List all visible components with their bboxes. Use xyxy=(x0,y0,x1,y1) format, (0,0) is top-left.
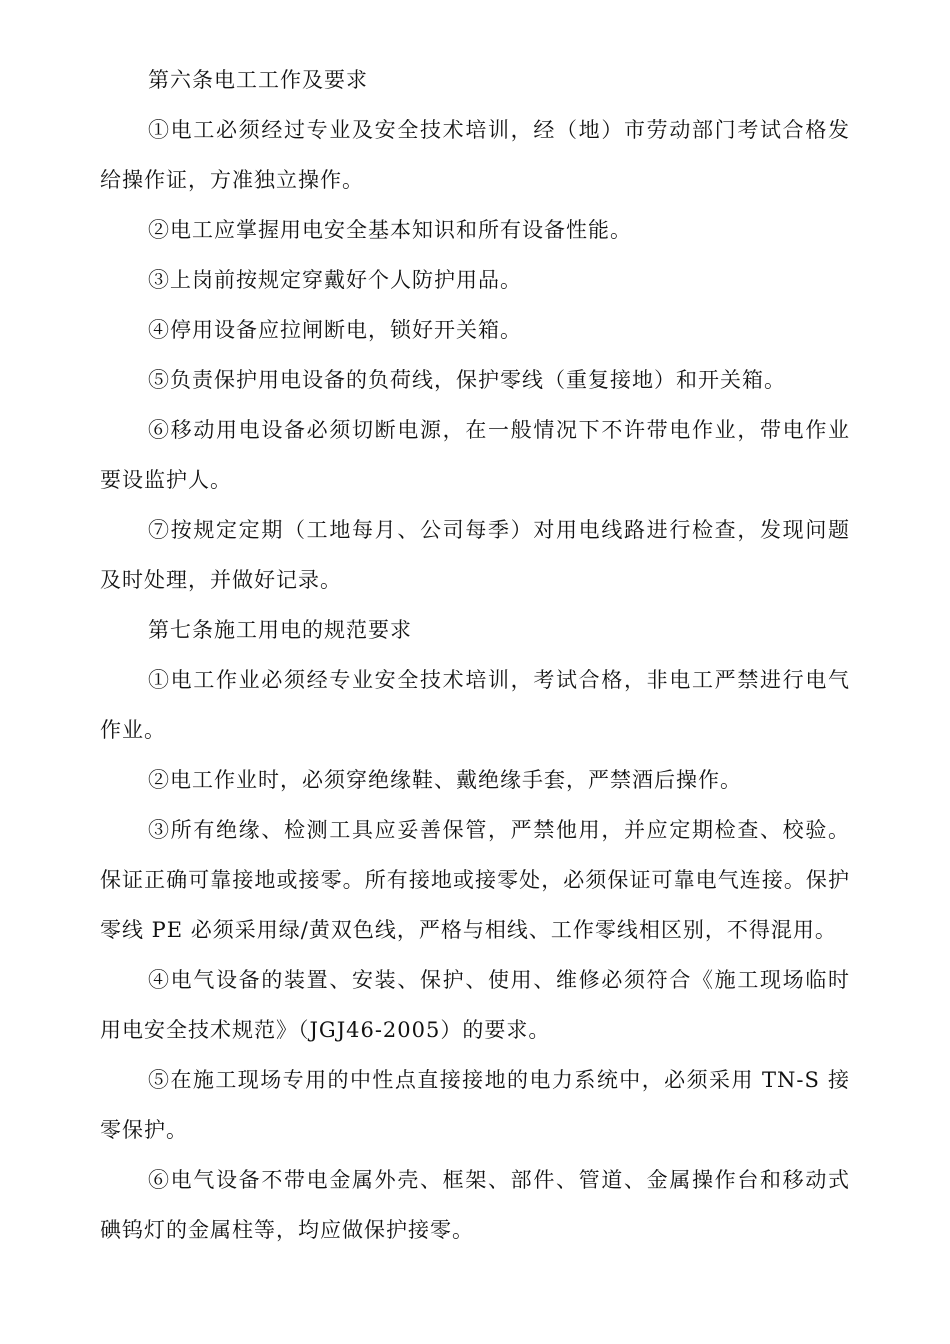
section-heading-6: 第六条电工工作及要求 xyxy=(148,68,368,92)
paragraph: ⑥电气设备不带电金属外壳、框架、部件、管道、金属操作台和移动式碘钨灯的金属柱等，均应做保护接零。 xyxy=(100,1168,850,1242)
paragraph: ④停用设备应拉闸断电，锁好开关箱。 xyxy=(148,318,522,342)
paragraph: ⑤在施工现场专用的中性点直接接地的电力系统中，必须采用 TN-S 接零保护。 xyxy=(100,1068,850,1142)
paragraph: ①电工必须经过专业及安全技术培训，经（地）市劳动部门考试合格发给操作证，方准独立操作。 xyxy=(100,118,850,192)
paragraph: ②电工作业时，必须穿绝缘鞋、戴绝缘手套，严禁酒后操作。 xyxy=(148,768,742,792)
document-body xyxy=(100,55,850,1255)
paragraph: ⑦按规定定期（工地每月、公司每季）对用电线路进行检查，发现问题及时处理，并做好记录。 xyxy=(100,518,850,592)
paragraph: ③所有绝缘、检测工具应妥善保管，严禁他用，并应定期检查、校验。保证正确可靠接地或接零。所有接地或接零处，必须保证可靠电气连接。保护零线 PE 必须采用绿/黄双色线，严格与相线、工作零线相区别，不得混用。 xyxy=(100,818,850,942)
paragraph: ④电气设备的装置、安装、保护、使用、维修必须符合《施工现场临时用电安全技术规范》（JGJ46-2005）的要求。 xyxy=(100,968,850,1042)
paragraph: ②电工应掌握用电安全基本知识和所有设备性能。 xyxy=(148,218,632,242)
paragraph: ⑤负责保护用电设备的负荷线，保护零线（重复接地）和开关箱。 xyxy=(148,368,786,392)
paragraph: ⑥移动用电设备必须切断电源，在一般情况下不许带电作业，带电作业要设监护人。 xyxy=(100,418,850,492)
paragraph: ③上岗前按规定穿戴好个人防护用品。 xyxy=(148,268,522,292)
paragraph: ①电工作业必须经专业安全技术培训，考试合格，非电工严禁进行电气作业。 xyxy=(100,668,850,742)
section-heading-7: 第七条施工用电的规范要求 xyxy=(148,618,412,642)
